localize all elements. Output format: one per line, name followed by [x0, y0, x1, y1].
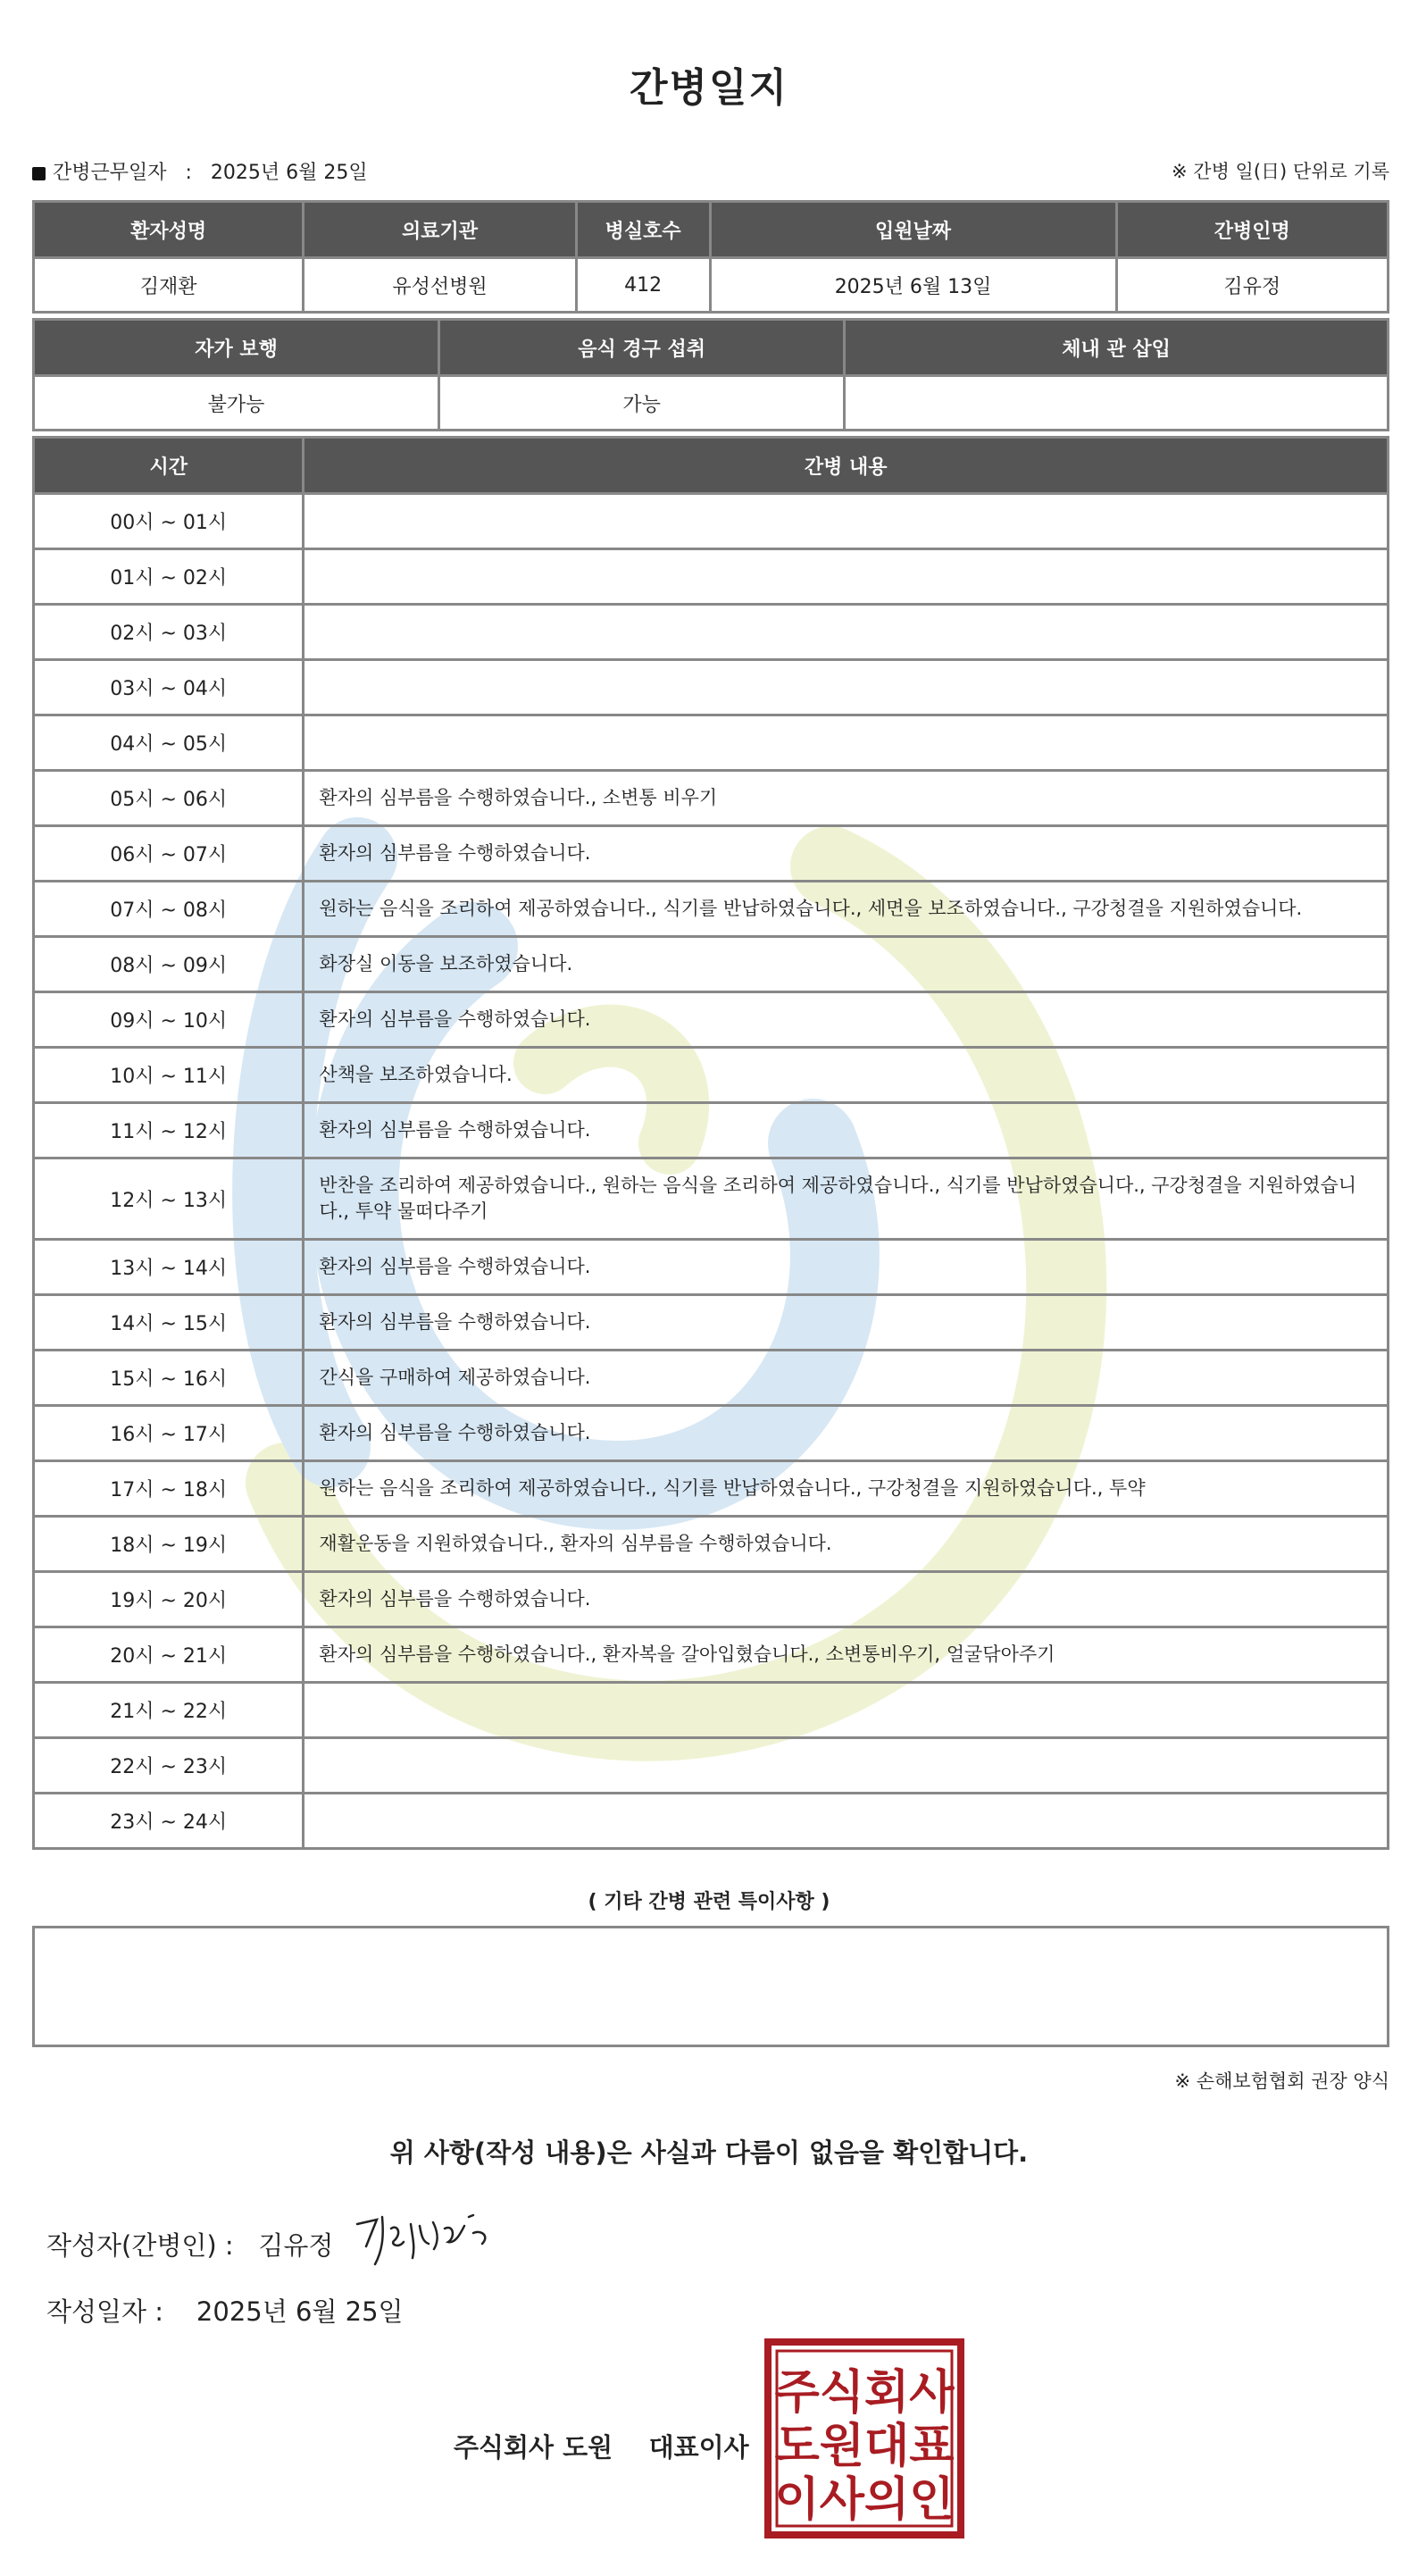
date-value: 2025년 6월 25일 [196, 2296, 404, 2327]
schedule-row [34, 1794, 1389, 1849]
schedule-content: 환자의 심부름을 수행하였습니다. [304, 992, 1389, 1048]
schedule-row [34, 992, 1389, 1048]
schedule-content: 화장실 이동을 보조하였습니다. [304, 937, 1389, 992]
schedule-time: 03시 ~ 04시 [34, 660, 304, 715]
schedule-content: 환자의 심부름을 수행하였습니다. [304, 1295, 1389, 1351]
schedule-time: 08시 ~ 09시 [34, 937, 304, 992]
schedule-row [34, 1240, 1389, 1295]
company-seal-icon [764, 2338, 964, 2538]
schedule-time: 17시 ~ 18시 [34, 1461, 304, 1517]
schedule-content [304, 715, 1389, 771]
schedule-row [34, 549, 1389, 605]
schedule-row [34, 1517, 1389, 1572]
schedule-content [304, 660, 1389, 715]
schedule-time: 12시 ~ 13시 [34, 1158, 304, 1240]
work-date-value: 2025년 6월 25일 [210, 162, 368, 184]
self-walking-value: 불가능 [34, 376, 439, 431]
schedule-content [304, 1683, 1389, 1738]
schedule-content: 환자의 심부름을 수행하였습니다. [304, 1240, 1389, 1295]
header-patient-name: 환자성명 [34, 202, 304, 258]
header-care-content: 간병 내용 [304, 438, 1389, 494]
signature-icon [348, 2197, 527, 2278]
schedule-row [34, 1461, 1389, 1517]
notes-title: ( 기타 간병 관련 특이사항 ) [588, 1891, 830, 1913]
schedule-row [34, 1572, 1389, 1627]
seal-line-3: 이사의인 [774, 2473, 955, 2527]
oral-intake-value: 가능 [439, 376, 845, 431]
patient-info-table [32, 200, 1389, 314]
schedule-time: 11시 ~ 12시 [34, 1103, 304, 1158]
work-date [32, 157, 368, 185]
schedule-time: 15시 ~ 16시 [34, 1351, 304, 1406]
author-line [46, 2226, 333, 2262]
schedule-row [34, 1295, 1389, 1351]
schedule-time: 09시 ~ 10시 [34, 992, 304, 1048]
seal-line-2: 도원대표 [774, 2420, 955, 2473]
caregiver-name: 김유정 [1116, 258, 1388, 313]
schedule-row [34, 771, 1389, 826]
schedule-time: 05시 ~ 06시 [34, 771, 304, 826]
company-name: 주식회사 도원 [454, 2432, 613, 2463]
schedule-time: 06시 ~ 07시 [34, 826, 304, 882]
header-oral-intake: 음식 경구 섭취 [439, 320, 845, 376]
schedule-time: 00시 ~ 01시 [34, 494, 304, 549]
schedule-time: 22시 ~ 23시 [34, 1738, 304, 1794]
schedule-content: 환자의 심부름을 수행하였습니다. [304, 1572, 1389, 1627]
author-name: 김유정 [258, 2230, 334, 2261]
schedule-time: 20시 ~ 21시 [34, 1627, 304, 1683]
header-time: 시간 [34, 438, 304, 494]
care-schedule-table [32, 436, 1389, 1850]
bullet-square-icon [32, 167, 46, 180]
schedule-row [34, 605, 1389, 660]
work-date-label: 간병근무일자 [53, 162, 167, 184]
recommend-note: ※ 손해보험협회 권장 양식 [1174, 2070, 1389, 2092]
schedule-time: 07시 ~ 08시 [34, 882, 304, 937]
schedule-time: 19시 ~ 20시 [34, 1572, 304, 1627]
date-label: 작성일자 : [46, 2296, 164, 2327]
schedule-row [34, 1351, 1389, 1406]
schedule-row [34, 1683, 1389, 1738]
header-caregiver: 간병인명 [1116, 202, 1388, 258]
schedule-row [34, 494, 1389, 549]
patient-name: 김재환 [34, 258, 304, 313]
header-self-walking: 자가 보행 [34, 320, 439, 376]
company-line [454, 2428, 749, 2464]
schedule-content: 간식을 구매하여 제공하였습니다. [304, 1351, 1389, 1406]
schedule-time: 21시 ~ 22시 [34, 1683, 304, 1738]
header-tube-insertion: 체내 관 삽입 [845, 320, 1389, 376]
schedule-content: 원하는 음식을 조리하여 제공하였습니다., 식기를 반납하였습니다., 구강청결을 지원하였습니다., 투약 [304, 1461, 1389, 1517]
schedule-content [304, 1794, 1389, 1849]
schedule-content: 환자의 심부름을 수행하였습니다., 환자복을 갈아입혔습니다., 소변통비우기, 얼굴닦아주기 [304, 1627, 1389, 1683]
confirmation-text: 위 사항(작성 내용)은 사실과 다름이 없음을 확인합니다. [389, 2137, 1029, 2168]
schedule-time: 16시 ~ 17시 [34, 1406, 304, 1461]
page-title: 간병일지 [629, 65, 788, 111]
schedule-row [34, 1103, 1389, 1158]
schedule-row [34, 882, 1389, 937]
schedule-content: 환자의 심부름을 수행하였습니다., 소변통 비우기 [304, 771, 1389, 826]
schedule-time: 01시 ~ 02시 [34, 549, 304, 605]
schedule-row [34, 715, 1389, 771]
schedule-content: 원하는 음식을 조리하여 제공하였습니다., 식기를 반납하였습니다., 세면을 보조하였습니다., 구강청결을 지원하였습니다. [304, 882, 1389, 937]
ceo-title: 대표이사 [648, 2432, 749, 2463]
schedule-row [34, 937, 1389, 992]
schedule-content [304, 494, 1389, 549]
hospital: 유성선병원 [304, 258, 576, 313]
schedule-row [34, 1627, 1389, 1683]
schedule-content: 환자의 심부름을 수행하였습니다. [304, 826, 1389, 882]
work-date-separator: : [185, 162, 192, 184]
schedule-row [34, 1406, 1389, 1461]
schedule-content: 재활운동을 지원하였습니다., 환자의 심부름을 수행하였습니다. [304, 1517, 1389, 1572]
patient-status-table [32, 318, 1389, 431]
schedule-time: 04시 ~ 05시 [34, 715, 304, 771]
schedule-row [34, 660, 1389, 715]
schedule-content: 반찬을 조리하여 제공하였습니다., 원하는 음식을 조리하여 제공하였습니다., 식기를 반납하였습니다., 구강청결을 지원하였습니다., 투약 물떠다주기 [304, 1158, 1389, 1240]
schedule-row [34, 1048, 1389, 1103]
schedule-row [34, 1158, 1389, 1240]
schedule-time: 23시 ~ 24시 [34, 1794, 304, 1849]
schedule-time: 13시 ~ 14시 [34, 1240, 304, 1295]
seal-line-1: 주식회사 [774, 2366, 955, 2420]
schedule-content [304, 1738, 1389, 1794]
schedule-time: 10시 ~ 11시 [34, 1048, 304, 1103]
header-hospital: 의료기관 [304, 202, 576, 258]
notes-box [32, 1926, 1389, 2047]
schedule-content [304, 549, 1389, 605]
schedule-content [304, 605, 1389, 660]
author-label: 작성자(간병인) : [46, 2230, 234, 2261]
schedule-content: 산책을 보조하였습니다. [304, 1048, 1389, 1103]
schedule-time: 18시 ~ 19시 [34, 1517, 304, 1572]
schedule-time: 02시 ~ 03시 [34, 605, 304, 660]
admission-date: 2025년 6월 13일 [710, 258, 1116, 313]
header-admission-date: 입원날짜 [710, 202, 1116, 258]
header-room: 병실호수 [576, 202, 710, 258]
date-line [46, 2292, 404, 2329]
schedule-row [34, 826, 1389, 882]
tube-insertion-value [845, 376, 1389, 431]
schedule-content: 환자의 심부름을 수행하였습니다. [304, 1103, 1389, 1158]
schedule-content: 환자의 심부름을 수행하였습니다. [304, 1406, 1389, 1461]
schedule-row [34, 1738, 1389, 1794]
unit-note: ※ 간병 일(日) 단위로 기록 [1172, 161, 1389, 182]
room-number: 412 [576, 258, 710, 313]
schedule-time: 14시 ~ 15시 [34, 1295, 304, 1351]
